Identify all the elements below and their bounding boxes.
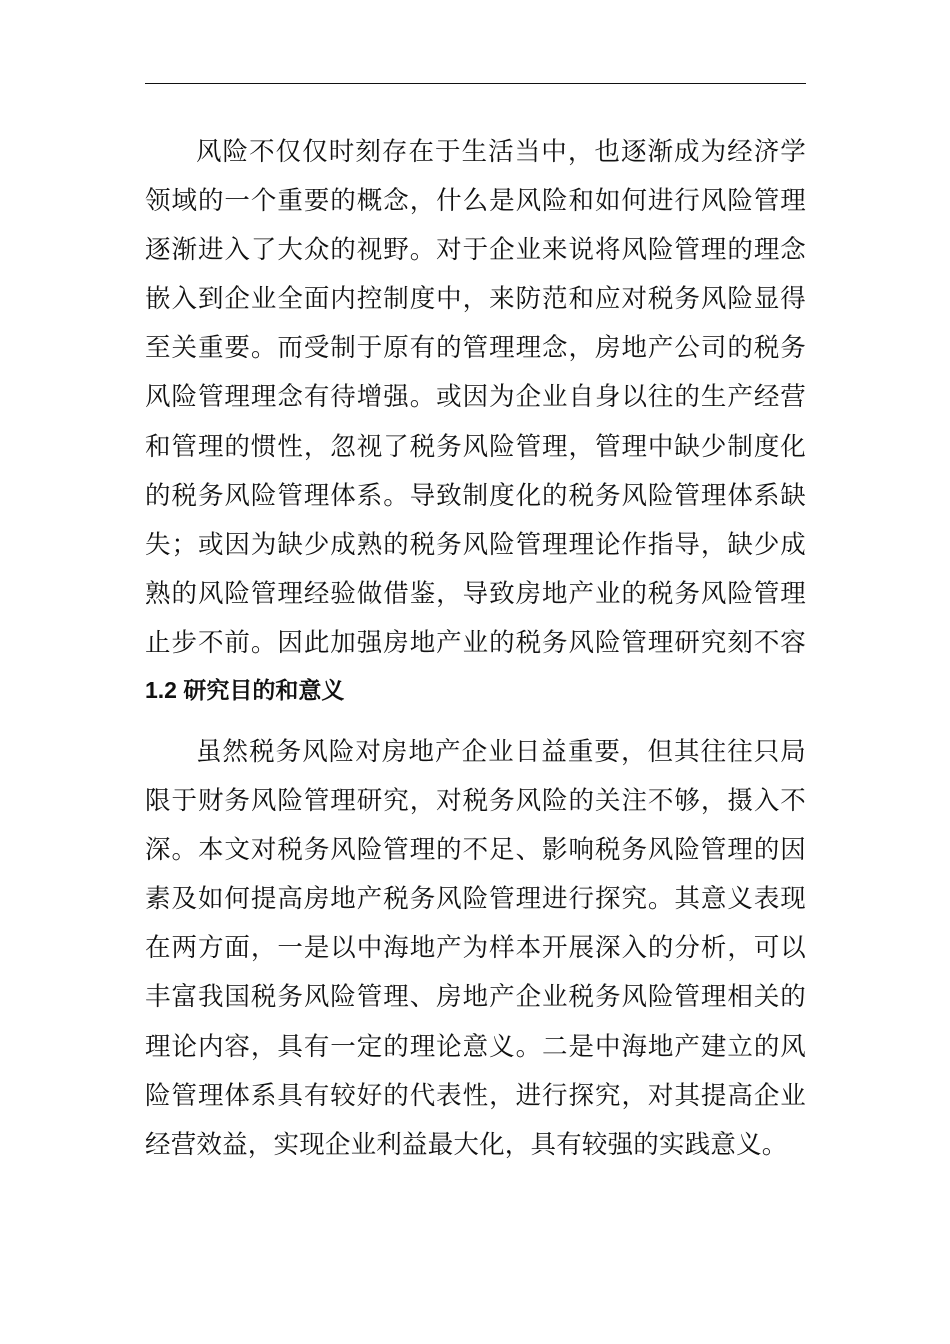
header-rule [145, 83, 806, 84]
body-paragraph-purpose: 虽然税务风险对房地产企业日益重要，但其往往只局限于财务风险管理研究，对税务风险的关注不够，摄入不深。本文对税务风险管理的不足、影响税务风险管理的因素及如何提高房地产税务风险管理进行探究。其意义表现在两方面，一是以中海地产为样本开展深入的分析，可以丰富我国税务风险管理、房地产企业税务风险管理相关的理论内容，具有一定的理论意义。二是中海地产建立的风险管理体系具有较好的代表性，进行探究，对其提高企业经营效益，实现企业利益最大化，具有较强的实践意义。 [145, 737, 806, 1160]
page-content [145, 128, 806, 1170]
body-paragraph-background: 风险不仅仅时刻存在于生活当中，也逐渐成为经济学领域的一个重要的概念，什么是风险和如何进行风险管理逐渐进入了大众的视野。对于企业来说将风险管理的理念嵌入到企业全面内控制度中，来防范和应对税务风险显得至关重要。而受制于原有的管理理念，房地产公司的税务风险管理理念有待增强。或因为企业自身以往的生产经营和管理的惯性，忽视了税务风险管理，管理中缺少制度化的税务风险管理体系。导致制度化的税务风险管理体系缺失；或因为缺少成熟的税务风险管理理论作指导，缺少成熟的风险管理经验做借鉴，导致房地产业的税务风险管理止步不前。因此加强房地产业的税务风险管理研究刻不容 [145, 137, 806, 658]
section-title: 研究目的和意义 [183, 677, 345, 703]
section-heading [145, 668, 806, 728]
section-number: 1.2 [145, 677, 177, 703]
